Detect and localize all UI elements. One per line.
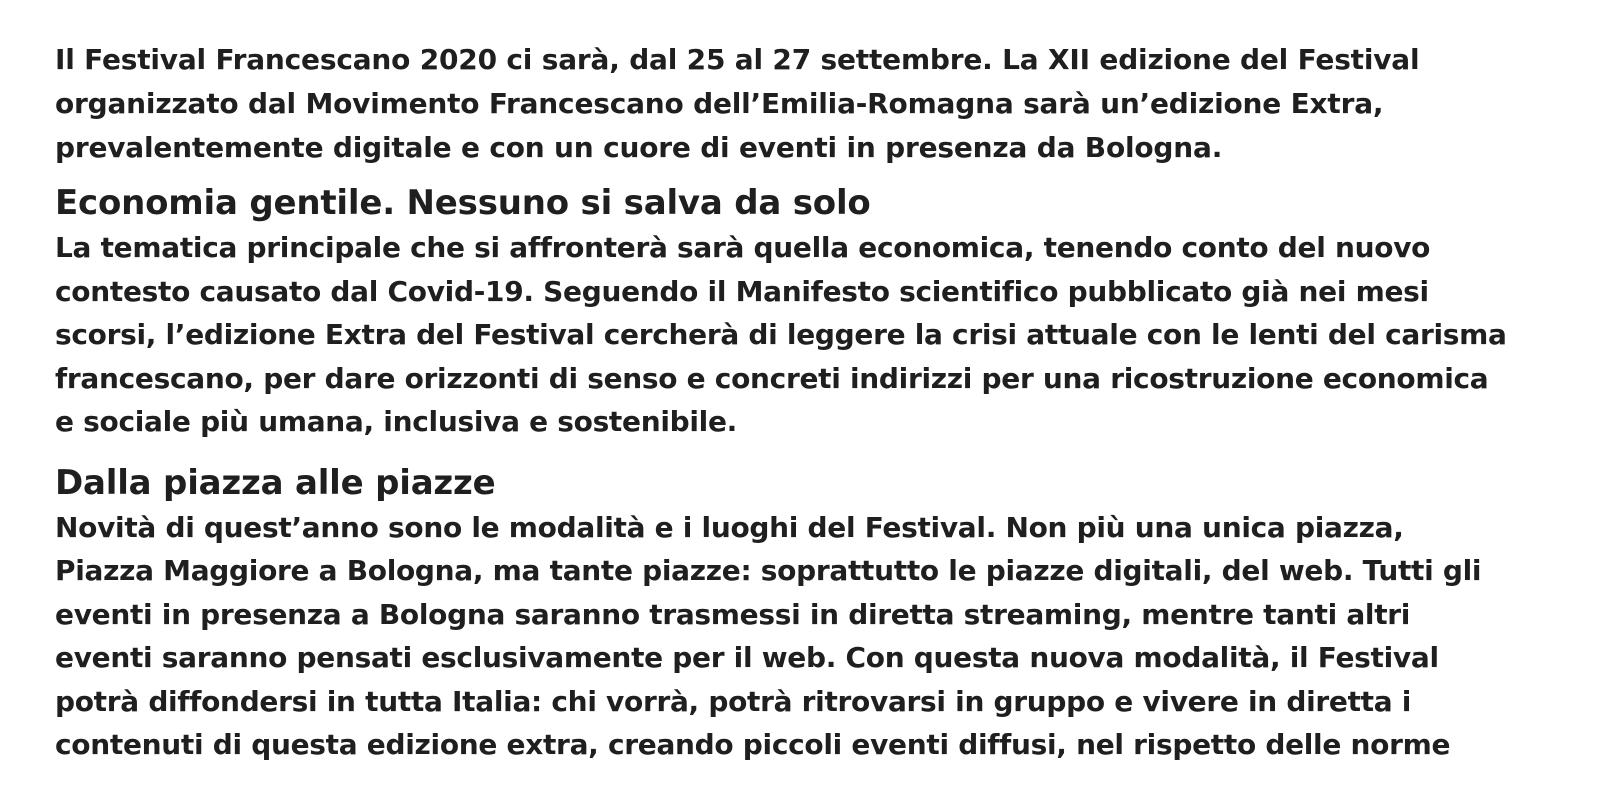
section-economia-gentile (55, 182, 1560, 444)
section-body: La tematica principale che si affronterà sarà quella economica, tenendo conto del nuovo contesto causato dal Covid-19. Seguendo il Manifesto scientifico pubblicato già nei mesi scorsi, l’edizione Extra del Festival cercherà di leggere la crisi attuale con le lenti del carisma francescano, per dare orizzonti di senso e concreti indirizzi per una ricostruzione economica e sociale più umana, inclusiva e sostenibile. (55, 231, 1507, 438)
section-title: Economia gentile. Nessuno si salva da solo (55, 183, 871, 223)
section-title: Dalla piazza alle piazze (55, 462, 496, 503)
intro-paragraph: Il Festival Francescano 2020 ci sarà, dal 25 al 27 settembre. La XII edizione del Festival organizzato dal Movimento Francescano dell’Emilia-Romagna sarà un’edizione Extra, prevalentemente digitale e con un cuore di eventi in presenza da Bologna. (55, 43, 1420, 164)
section-body: Novità di quest’anno sono le modalità e i luoghi del Festival. Non più una unica piazza, Piazza Maggiore a Bologna, ma tante piazze: soprattutto le piazze digitali, del web. Tutti gli eventi in presenza a Bologna saranno trasmessi in diretta streaming, mentre tanti altri eventi saranno pensati esclusivamente per il web. Con questa nuova modalità, il Festival potrà diffondersi in tutta Italia: chi vorrà, potrà ritrovarsi in gruppo e vivere in diretta i contenuti di questa edizione extra, creando piccoli eventi diffusi, nel rispetto delle norme (55, 510, 1482, 761)
section-dalla-piazza (55, 462, 1560, 767)
